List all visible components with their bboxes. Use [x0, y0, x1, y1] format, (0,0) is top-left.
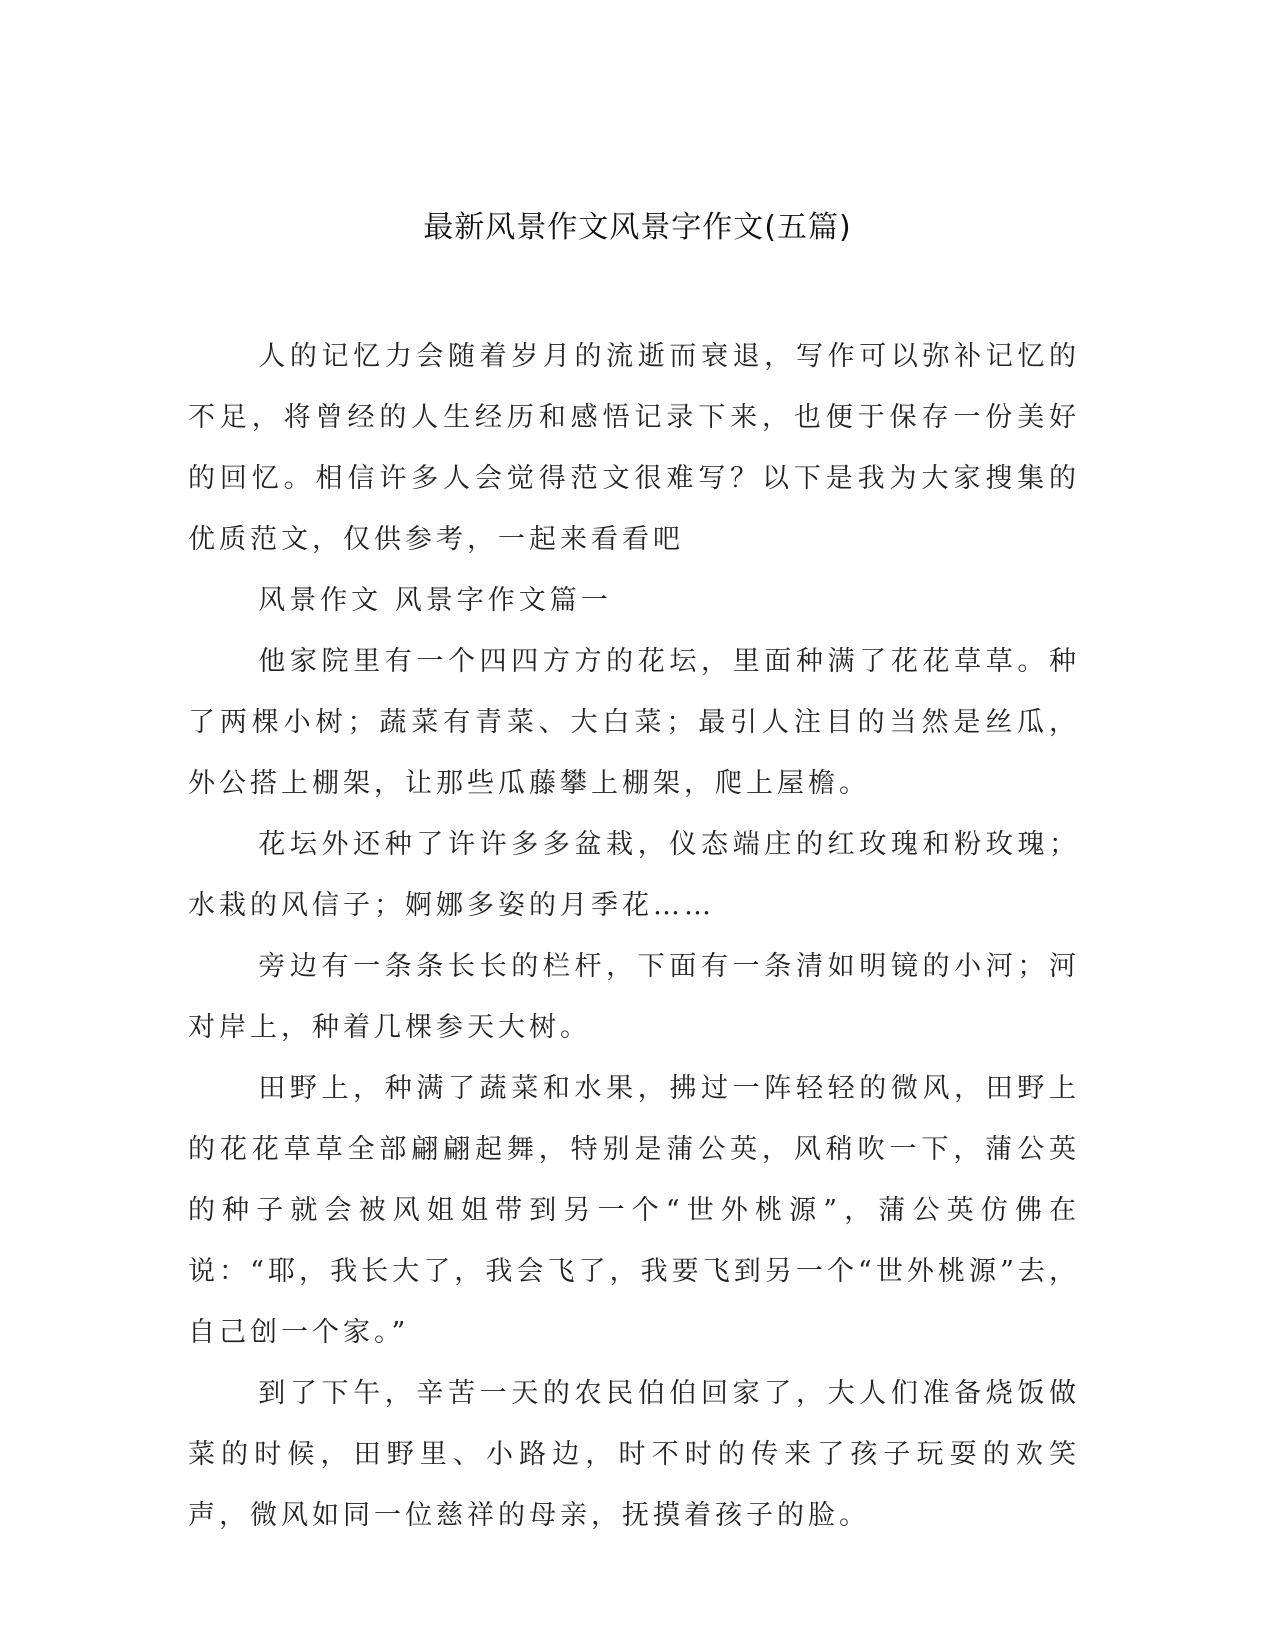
body-paragraph: 到了下午，辛苦一天的农民伯伯回家了，大人们准备烧饭做菜的时候，田野里、小路边，时不时的传来了孩子玩耍的欢笑声，微风如同一位慈祥的母亲，抚摸着孩子的脸。: [188, 1378, 1080, 1531]
body-paragraph: 他家院里有一个四四方方的花坛，里面种满了花花草草。种了两棵小树；蔬菜有青菜、大白菜；最引人注目的当然是丝瓜，外公搭上棚架，让那些瓜藤攀上棚架，爬上屋檐。: [188, 646, 1080, 799]
document-title: 最新风景作文风景字作文(五篇): [423, 210, 852, 245]
section-heading: 风景作文 风景字作文篇一: [258, 585, 612, 616]
body-paragraph: 旁边有一条条长长的栏杆，下面有一条清如明镜的小河；河对岸上，种着几棵参天大树。: [188, 951, 1080, 1043]
body-paragraph: 花坛外还种了许许多多盆栽，仪态端庄的红玫瑰和粉玫瑰；水栽的风信子；婀娜多姿的月季花……: [188, 829, 1080, 921]
document-body: [188, 326, 1080, 1546]
body-paragraph: 田野上，种满了蔬菜和水果，拂过一阵轻轻的微风，田野上的花花草草全部翩翩起舞，特别是蒲公英，风稍吹一下，蒲公英的种子就会被风姐姐带到另一个“世外桃源”，蒲公英仿佛在说：“耶，我长大了，我会飞了，我要飞到另一个“世外桃源”去，自己创一个家。”: [188, 1073, 1080, 1348]
intro-paragraph: 人的记忆力会随着岁月的流逝而衰退，写作可以弥补记忆的不足，将曾经的人生经历和感悟记录下来，也便于保存一份美好的回忆。相信许多人会觉得范文很难写？以下是我为大家搜集的优质范文，仅供参考，一起来看看吧: [188, 341, 1080, 555]
